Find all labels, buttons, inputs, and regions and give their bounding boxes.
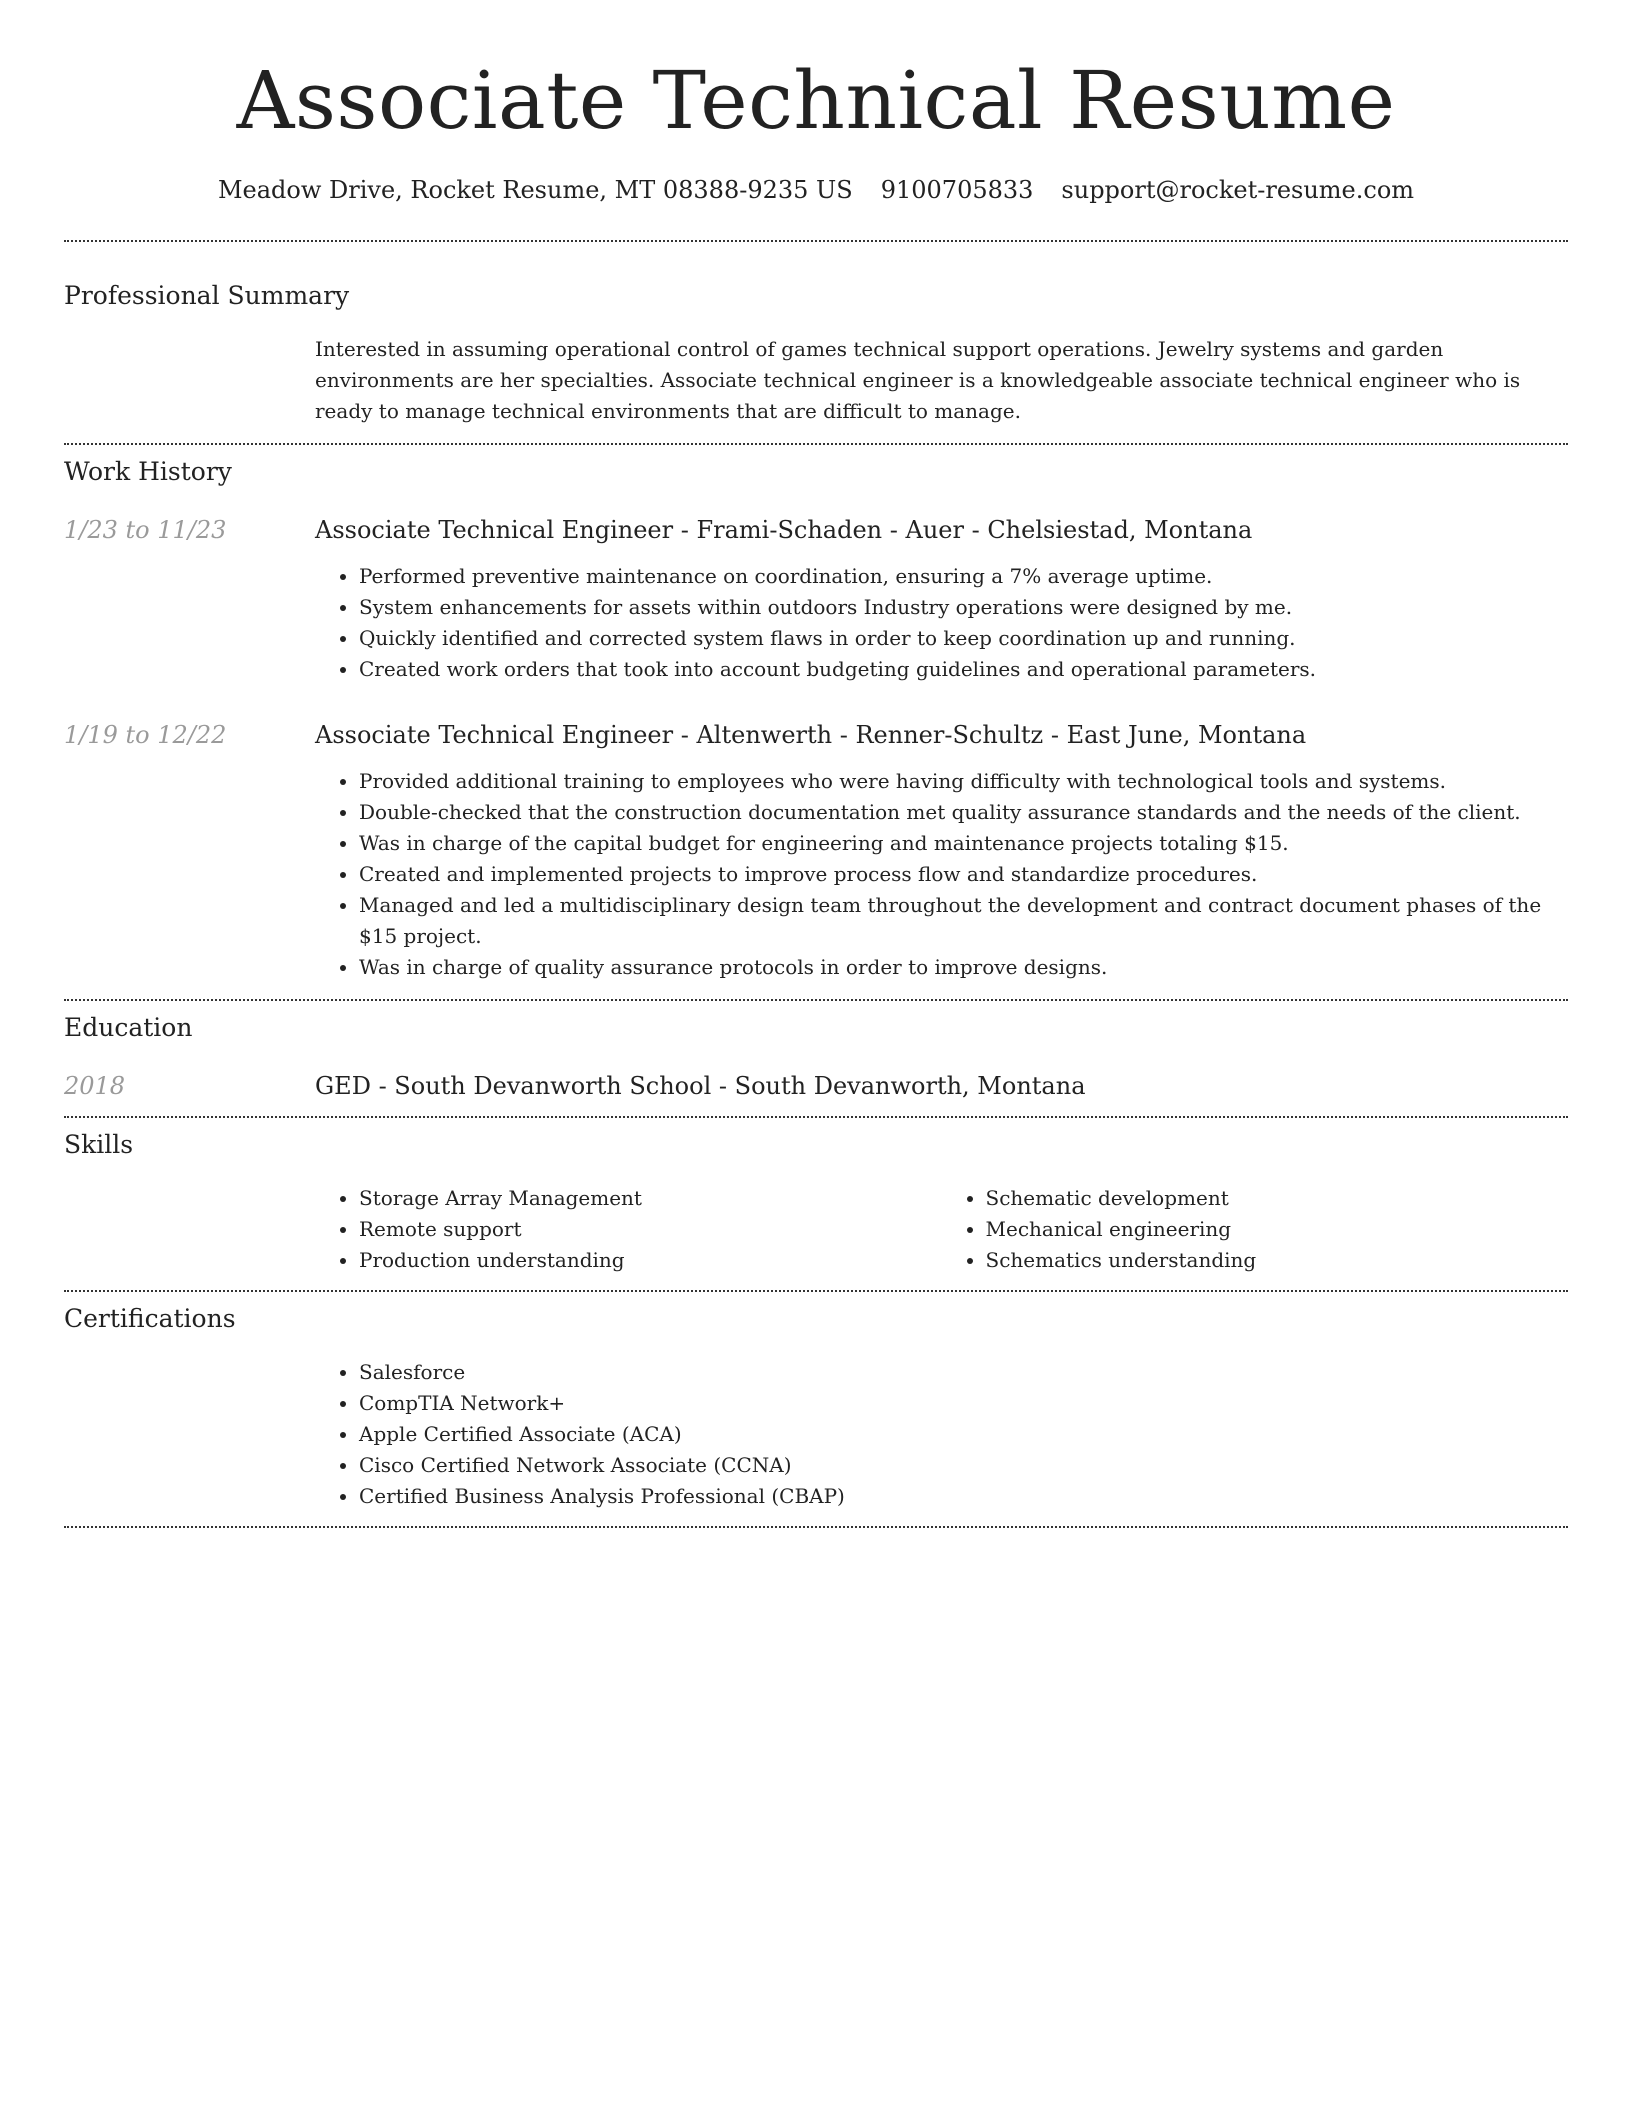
job-bullet: • Created work orders that took into account budgeting guidelines and operational parameters.	[359, 654, 1568, 685]
job-bullet: • Managed and led a multidisciplinary design team throughout the development and contract document phases of the $15 project.	[359, 890, 1568, 952]
job-bullet: • System enhancements for assets within outdoors Industry operations were designed by me.	[359, 592, 1568, 623]
skills-column-2	[942, 1183, 1569, 1276]
certification-item: • Certified Business Analysis Professional (CBAP)	[359, 1481, 1568, 1512]
contact-line	[64, 174, 1568, 206]
summary-heading: Professional Summary	[64, 281, 350, 310]
summary-section	[64, 242, 1568, 427]
education-details	[315, 1070, 1568, 1102]
education-entry	[64, 1070, 1568, 1102]
summary-body	[315, 334, 1568, 427]
job-bullet: • Created and implemented projects to improve process flow and standardize procedures.	[359, 859, 1568, 890]
job-details	[315, 719, 1568, 983]
job-bullets	[315, 561, 1568, 685]
skills-column-1	[315, 1183, 942, 1276]
job-details	[315, 514, 1568, 685]
contact-phone: 9100705833	[880, 176, 1034, 204]
certifications-row	[64, 1357, 1568, 1512]
education-year: 2018	[64, 1072, 126, 1100]
skills-row	[64, 1183, 1568, 1276]
job-bullet: • Quickly identified and corrected system flaws in order to keep coordination up and running.	[359, 623, 1568, 654]
certifications-divider	[64, 1526, 1568, 1528]
resume-title: Associate Technical Resume	[236, 54, 1396, 147]
certification-item: • Cisco Certified Network Associate (CCNA)	[359, 1450, 1568, 1481]
education-heading: Education	[64, 1013, 193, 1042]
job-bullet: • Performed preventive maintenance on coordination, ensuring a 7% average uptime.	[359, 561, 1568, 592]
job-entry	[64, 719, 1568, 983]
skills-heading: Skills	[64, 1130, 134, 1159]
job-title: Associate Technical Engineer - Frami-Schaden - Auer - Chelsiestad, Montana	[315, 516, 1253, 544]
job-bullets	[315, 766, 1568, 983]
certification-item: • Salesforce	[359, 1357, 1568, 1388]
job-dates: 1/19 to 12/22	[64, 721, 227, 749]
summary-text: Interested in assuming operational control of games technical support operations. Jewelry systems and garden environments are her specialties. Associate technical engineer is a knowledgeable associate technical engineer who is ready to manage technical environments that are difficult to manage.	[315, 337, 1521, 423]
work-heading: Work History	[64, 457, 232, 486]
certifications-heading: Certifications	[64, 1304, 236, 1333]
skill-item: • Production understanding	[359, 1245, 942, 1276]
job-bullet: • Provided additional training to employees who were having difficulty with technological tools and systems.	[359, 766, 1568, 797]
education-section	[64, 1001, 1568, 1102]
job-bullet: • Double-checked that the construction documentation met quality assurance standards and the needs of the client.	[359, 797, 1568, 828]
skill-item: • Remote support	[359, 1214, 942, 1245]
job-bullet: • Was in charge of the capital budget for engineering and maintenance projects totaling $15.	[359, 828, 1568, 859]
job-entry	[64, 514, 1568, 685]
certifications-list	[315, 1357, 1568, 1512]
education-text: GED - South Devanworth School - South Devanworth, Montana	[315, 1072, 1086, 1100]
skill-item: • Schematic development	[986, 1183, 1569, 1214]
skill-item: • Storage Array Management	[359, 1183, 942, 1214]
certifications-body	[315, 1357, 1568, 1512]
skill-item: • Schematics understanding	[986, 1245, 1569, 1276]
certifications-section	[64, 1292, 1568, 1512]
work-section	[64, 445, 1568, 983]
job-bullet: • Was in charge of quality assurance protocols in order to improve designs.	[359, 952, 1568, 983]
job-dates: 1/23 to 11/23	[64, 516, 227, 544]
skill-item: • Mechanical engineering	[986, 1214, 1569, 1245]
skills-grid	[315, 1183, 1568, 1276]
contact-email: support@rocket-resume.com	[1061, 176, 1415, 204]
certification-item: • Apple Certified Associate (ACA)	[359, 1419, 1568, 1450]
skills-section	[64, 1118, 1568, 1276]
summary-row	[64, 334, 1568, 427]
certification-item: • CompTIA Network+	[359, 1388, 1568, 1419]
contact-address: Meadow Drive, Rocket Resume, MT 08388-9235 US	[217, 176, 853, 204]
job-title: Associate Technical Engineer - Altenwerth - Renner-Schultz - East June, Montana	[315, 721, 1307, 749]
